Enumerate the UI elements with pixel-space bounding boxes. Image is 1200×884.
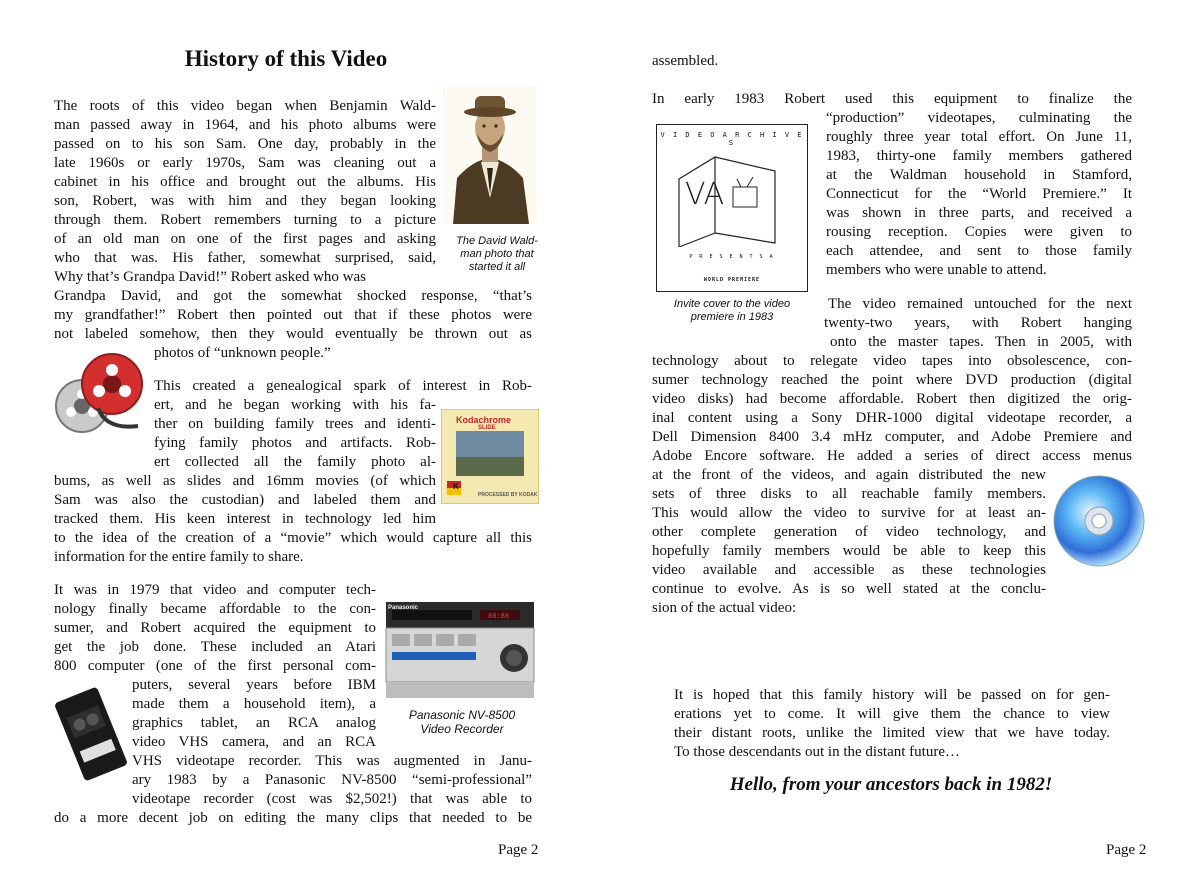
text-line: passed on to his son Sam. One day, probably in the [54, 136, 436, 152]
text-line: “production” videotapes, culminating the [826, 110, 1132, 126]
text-line: ert, and he began working with his fa- [154, 397, 436, 413]
text-line: assembled. [652, 53, 719, 69]
text-line: Grandpa David, and got the somewhat shocked response, “that’s [54, 288, 532, 304]
text-line: ther on building family trees and identi- [154, 416, 436, 432]
text-line: continue to evolve. As is so well stated at the conclu- [652, 581, 1046, 597]
vhs-cassette-icon [54, 686, 128, 782]
text-line: members who were unable to attend. [826, 262, 1047, 278]
text-line: get the job done. These included an Atari [54, 639, 376, 655]
panasonic-recorder-image [384, 598, 536, 702]
text-line: onto the master tapes. Then in 2005, with [830, 334, 1132, 350]
text-line: video disks) had become affordable. Robert then digitized the orig- [652, 391, 1132, 407]
kodachrome-sub: SLIDE [478, 425, 496, 431]
text-line: at the front of the videos, and again distributed the new [652, 467, 1046, 483]
dvd-disc-icon [1052, 474, 1146, 568]
text-line: Why that’s Grandpa David!” Robert asked who was [54, 269, 366, 285]
text-line: 1983, thirty-one family members gathered [826, 148, 1132, 164]
text-line: rousing reception. Copies were given to [826, 224, 1132, 240]
quote-line: their distant roots, unlike the limited view that we have today. [674, 725, 1110, 741]
text-line: cabinet in his office and brought out the albums. His [54, 174, 436, 190]
text-line: information for the entire family to share. [54, 549, 304, 565]
text-line: tracked them. His keen interest in technology led him [54, 511, 436, 527]
text-line: twenty-two years, with Robert hanging [824, 315, 1132, 331]
david-photo-caption: The David Wald- man photo that started it all [456, 235, 538, 273]
invite-cover-presents: P R E S E N T S A [689, 254, 775, 260]
quote-line: To those descendants out in the distant future… [674, 744, 960, 760]
text-line: not labeled somehow, then they would eventually be thrown out as [54, 326, 532, 342]
text-line: photos of “unknown people.” [154, 345, 331, 361]
page-number-left: Page 2 [498, 842, 539, 858]
text-line: The roots of this video began when Benjamin Wald- [54, 98, 436, 114]
invite-cover-image [656, 124, 808, 292]
text-line: do a more decent job on editing the many clips that needed to be [54, 810, 532, 826]
page-number-right: Page 2 [1106, 842, 1147, 858]
text-line: sumer, and Robert acquired the equipment to [54, 620, 376, 636]
text-line: The video remained untouched for the next [828, 296, 1132, 312]
text-line: 800 computer (one of the first personal com- [54, 658, 376, 674]
invite-logo-text: VA [685, 177, 725, 212]
text-line: each attendee, and sent to those family [826, 243, 1132, 259]
text-line: Connecticut for the “World Premiere.” It [826, 186, 1132, 202]
text-line: sets of three disks to all reachable family members. [652, 486, 1046, 502]
kodak-logo-icon: K [453, 482, 459, 491]
text-line: This would allow the video to survive for at least an- [652, 505, 1046, 521]
text-line: sion of the actual video: [652, 600, 797, 616]
closing-line: Hello, from your ancestors back in 1982! [729, 774, 1053, 795]
page-title: History of this Video [184, 46, 388, 71]
text-line: man passed away in 1964, and his photo albums were [54, 117, 436, 133]
text-line: who that was. His father, somewhat surprised, said, [54, 250, 436, 266]
text-line: sumer technology reached the point where DVD production (digital [652, 372, 1132, 388]
text-line: roughly three year total effort. On June 11, [826, 129, 1132, 145]
text-line: at the Waldman household in Stamford, [826, 167, 1132, 183]
text-line: ary 1983 by a Panasonic NV-8500 “semi-professional” [132, 772, 532, 788]
text-line: fying family photos and artifacts. Rob- [154, 435, 436, 451]
text-line: It was in 1979 that video and computer tech- [54, 582, 376, 598]
text-line: son, Robert, was with him and they began looking [54, 193, 436, 209]
text-line: other complete generation of video technology, and [652, 524, 1046, 540]
text-line: In early 1983 Robert used this equipment to finalize the [652, 91, 1132, 107]
text-line: ert collected all the family photo al- [154, 454, 436, 470]
text-line: nology finally became affordable to the con- [54, 601, 376, 617]
text-line: was shown in three parts, and received a [826, 205, 1132, 221]
film-reels-icon [52, 352, 152, 438]
text-line: made them a household item), a [132, 696, 376, 712]
kodachrome-brand: Kodachrome [456, 415, 512, 425]
text-line: bums, as well as slides and 16mm movies (of which [54, 473, 436, 489]
text-line: my grandfather!” Robert then pointed out that if these photos were [54, 307, 532, 323]
text-line: hopefully family members would be able to keep this [652, 543, 1046, 559]
quote-line: erations yet to come. It will give them the chance to view [674, 706, 1110, 722]
invite-caption: Invite cover to the video premiere in 1983 [673, 298, 791, 323]
text-line: This created a genealogical spark of interest in Rob- [154, 378, 532, 394]
recorder-caption: Panasonic NV-8500 Video Recorder [408, 708, 516, 736]
text-line: through them. Robert remembers turning to a picture [54, 212, 436, 228]
recorder-brand-label: Panasonic [388, 605, 419, 611]
text-line: to the idea of the creation of a “movie” which would capture all this [54, 530, 532, 546]
invite-cover-title: WORLD PREMIERE [703, 277, 761, 283]
text-line: Adobe Encore software. He added a series of direct access menus [652, 448, 1132, 464]
text-line: Dell Dimension 8400 3.4 mHz computer, and Adobe Premiere and [652, 429, 1132, 445]
invite-cover-header: V I D E O A R C H I V E S [660, 131, 804, 147]
text-line: puters, several years before IBM [132, 677, 376, 693]
quote-line: It is hoped that this family history will be passed on for gen- [674, 687, 1110, 703]
text-line: video VHS camera, and an RCA [132, 734, 376, 750]
text-line: graphics tablet, an RCA analog [132, 715, 376, 731]
text-line: VHS videotape recorder. This was augmented in Janu- [132, 753, 532, 769]
kodachrome-footer: PROCESSED BY KODAK [478, 492, 538, 498]
text-line: inal content using a Sony DHR-1000 digital videotape recorder, a [652, 410, 1132, 426]
text-line: technology about to relegate video tapes into obsolescence, con- [652, 353, 1132, 369]
david-waldman-photo [443, 86, 537, 224]
svg-text:88:88: 88:88 [488, 612, 510, 620]
text-line: late 1960s or early 1970s, Sam was cleaning out a [54, 155, 436, 171]
text-line: video available and accessible as these technologies [652, 562, 1046, 578]
text-line: videotape recorder (cost was $2,502!) that was able to [132, 791, 532, 807]
text-line: of an old man on one of the first pages and asking [54, 231, 436, 247]
text-line: Sam was also the custodian) and labeled them and [54, 492, 436, 508]
